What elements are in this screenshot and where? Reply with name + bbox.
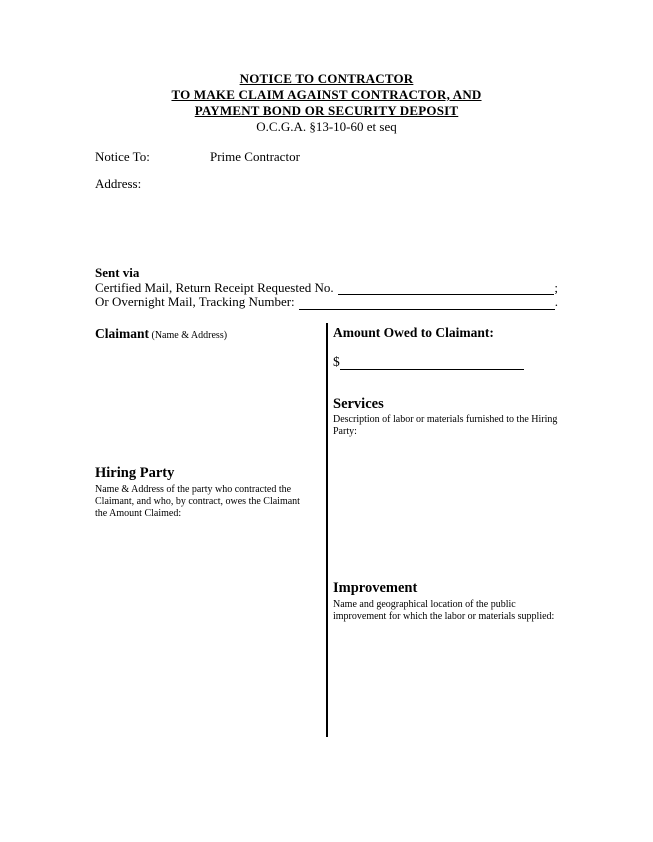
certified-mail-number-blank[interactable] (338, 281, 555, 295)
title-line-1: NOTICE TO CONTRACTOR (239, 71, 414, 86)
title-line-3: PAYMENT BOND OR SECURITY DEPOSIT (194, 103, 459, 118)
certified-mail-line (95, 281, 558, 296)
column-divider (326, 323, 328, 737)
sent-via-heading: Sent via (95, 265, 140, 280)
services-description: Description of labor or materials furnished to the Hiring Party: (333, 414, 558, 437)
address-row (95, 176, 141, 192)
address-label: Address: (95, 176, 142, 191)
amount-owed-row (333, 354, 524, 370)
hiring-party-description: Name & Address of the party who contracted the Claimant, and who, by contract, owes the Claimant the Amount Claimed: (95, 484, 300, 519)
amount-owed-heading: Amount Owed to Claimant: (333, 325, 494, 340)
claimant-section (95, 325, 227, 343)
sent-via-section (95, 266, 558, 310)
title-line-2: TO MAKE CLAIM AGAINST CONTRACTOR, AND (171, 87, 482, 102)
tracking-number-blank[interactable] (299, 296, 555, 310)
claimant-heading: Claimant (95, 326, 149, 341)
hiring-party-heading: Hiring Party (95, 465, 175, 481)
improvement-heading: Improvement (333, 580, 418, 596)
claimant-subheading: (Name & Address) (149, 330, 228, 341)
overnight-mail-label: Or Overnight Mail, Tracking Number: (95, 294, 295, 310)
overnight-mail-line (95, 295, 558, 310)
notice-to-value: Prime Contractor (210, 149, 300, 164)
notice-to-row (95, 149, 300, 165)
improvement-description: Name and geographical location of the public improvement for which the labor or materials supplied: (333, 599, 555, 622)
right-column (333, 323, 559, 737)
overnight-mail-suffix: . (554, 294, 558, 310)
services-heading: Services (333, 396, 384, 412)
document-title (0, 71, 653, 135)
certified-mail-suffix: ; (554, 279, 558, 295)
amount-blank[interactable] (340, 355, 524, 370)
notice-to-label: Notice To: (95, 149, 150, 164)
left-column (95, 323, 309, 737)
currency-symbol: $ (333, 354, 340, 369)
statute-citation: O.C.G.A. §13-10-60 et seq (256, 119, 397, 134)
certified-mail-label: Certified Mail, Return Receipt Requested No. (95, 279, 334, 295)
